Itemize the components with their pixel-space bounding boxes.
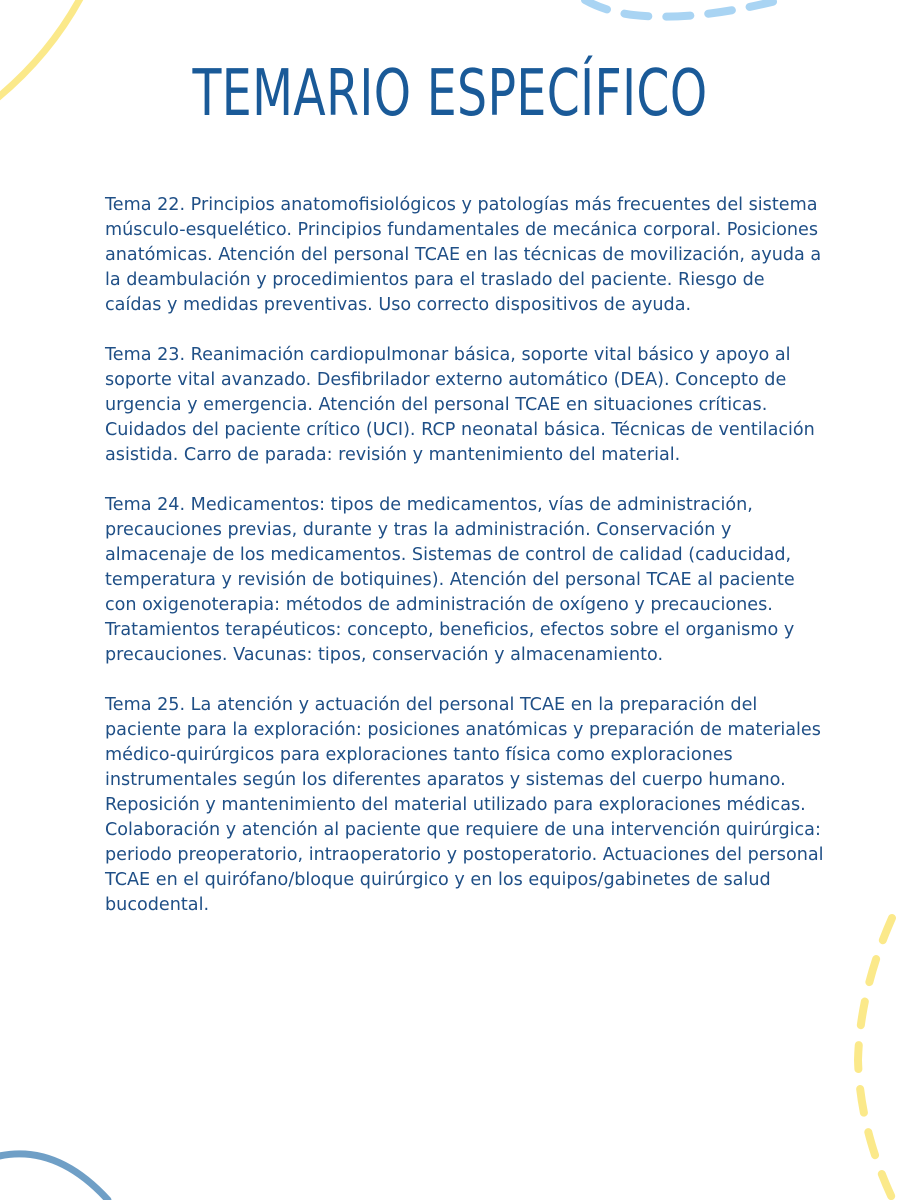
yellow-arc-decoration (0, 0, 82, 100)
blue-dashed-arc-decoration (585, 0, 780, 17)
page-title: TEMARIO ESPECÍFICO (192, 57, 708, 131)
yellow-dashed-arc-decoration (858, 918, 893, 1200)
topics-list (105, 193, 825, 943)
blue-arc-decoration (0, 1154, 108, 1200)
topic-24: Tema 24. Medicamentos: tipos de medicamentos, vías de administración, precauciones previas, durante y tras la administración. Conservación y almacenaje de los medicamentos. Sistemas de control de calidad (caducidad, temperatura y revisión de botiquines). Atención del personal TCAE al paciente con oxigenoterapia: métodos de administración de oxígeno y precauciones. Tratamientos terapéuticos: concepto, beneficios, efectos sobre el organismo y precauciones. Vacunas: tipos, conservación y almacenamiento. (105, 495, 795, 665)
topic-25: Tema 25. La atención y actuación del personal TCAE en la preparación del paciente para la exploración: posiciones anatómicas y preparación de materiales médico-quirúrgicos para exploraciones tanto física como exploraciones instrumentales según los diferentes aparatos y sistemas del cuerpo humano. Reposición y mantenimiento del material utilizado para exploraciones médicas. Colaboración y atención al paciente que requiere de una intervención quirúrgica: periodo preoperatorio, intraoperatorio y postoperatorio. Actuaciones del personal TCAE en el quirófano/bloque quirúrgico y en los equipos/gabinetes de salud bucodental. (105, 695, 824, 915)
topic-23: Tema 23. Reanimación cardiopulmonar básica, soporte vital básico y apoyo al soporte vital avanzado. Desfibrilador externo automático (DEA). Concepto de urgencia y emergencia. Atención del personal TCAE en situaciones críticas. Cuidados del paciente crítico (UCI). RCP neonatal básica. Técnicas de ventilación asistida. Carro de parada: revisión y mantenimiento del material. (105, 345, 815, 465)
topic-22: Tema 22. Principios anatomofisiológicos y patologías más frecuentes del sistema músculo-esquelético. Principios fundamentales de mecánica corporal. Posiciones anatómicas. Atención del personal TCAE en las técnicas de movilización, ayuda a la deambulación y procedimientos para el traslado del paciente. Riesgo de caídas y medidas preventivas. Uso correcto dispositivos de ayuda. (105, 195, 822, 315)
